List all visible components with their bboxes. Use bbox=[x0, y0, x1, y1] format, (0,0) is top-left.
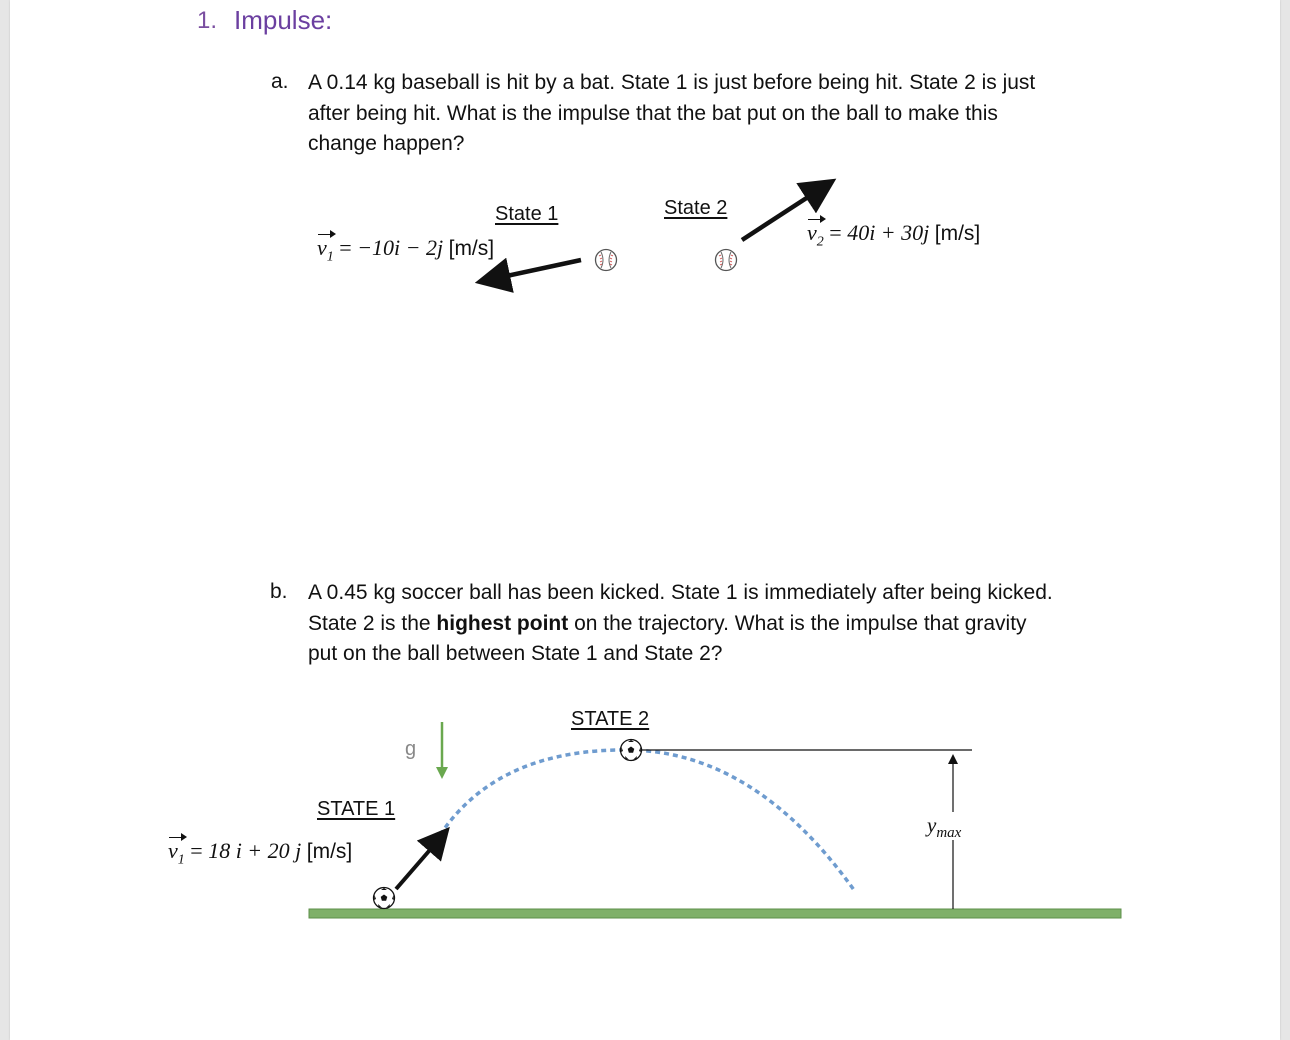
part-b-line-2: State 2 is the highest point on the trajectory. What is the impulse that gravity bbox=[308, 611, 1027, 635]
part-b-line-1: A 0.45 kg soccer ball has been kicked. State 1 is immediately after being kicked. bbox=[308, 581, 1053, 604]
baseball-icon-state2 bbox=[716, 250, 737, 271]
part-a-v1-unit: [m/s] bbox=[448, 237, 495, 260]
part-b-v1-equation: $v_1 = 18$ i + 20 j [m/s] bbox=[168, 838, 353, 868]
part-a-v1-symbol: $v_1$ bbox=[317, 235, 334, 265]
part-a-state1-label: State 1 bbox=[495, 203, 559, 225]
part-a-state2-label: State 2 bbox=[664, 197, 728, 219]
gravity-label: g bbox=[405, 738, 417, 760]
part-a-v1-expr: −10i − 2j bbox=[357, 235, 449, 260]
part-a-v2-unit: [m/s] bbox=[934, 222, 981, 245]
part-a-line-3: change happen? bbox=[308, 132, 465, 155]
part-b-v1-arrow bbox=[396, 836, 442, 889]
part-b-v1-expr: 18 i + 20 j bbox=[208, 838, 307, 863]
part-b-state1-label: STATE 1 bbox=[317, 798, 396, 820]
heading-number: 1. bbox=[197, 7, 218, 34]
soccer-ball-icon-state2 bbox=[621, 740, 642, 761]
part-a-v1-arrow bbox=[488, 260, 581, 280]
part-a-v2-arrow bbox=[742, 186, 825, 240]
part-b-state2-label: STATE 2 bbox=[571, 708, 650, 730]
ground-bar bbox=[309, 909, 1121, 918]
figures-layer bbox=[10, 0, 1280, 1040]
trajectory-curve bbox=[440, 750, 854, 890]
part-a-marker: a. bbox=[271, 70, 289, 93]
heading-title: Impulse: bbox=[234, 5, 333, 35]
highlight-highest-point: highest point bbox=[436, 611, 569, 635]
baseball-icon-state1 bbox=[596, 250, 617, 271]
document-page bbox=[10, 0, 1280, 1040]
part-a-v2-expr: 40i + 30j bbox=[847, 220, 935, 245]
part-b-marker: b. bbox=[270, 580, 288, 603]
part-a-v2-symbol: $v_2$ bbox=[807, 220, 824, 250]
part-b-v1-symbol: $v_1$ bbox=[168, 838, 185, 868]
part-b-v1-unit: [m/s] bbox=[306, 840, 353, 863]
part-b-line-3: put on the ball between State 1 and State 2? bbox=[308, 642, 723, 665]
soccer-ball-icon-state1 bbox=[374, 888, 395, 909]
ymax-label: $y_{max}$ bbox=[927, 813, 962, 842]
part-a-line-2: after being hit. What is the impulse that the bat put on the ball to make this bbox=[308, 101, 998, 125]
part-a-v2-equation: $v_2 = 40i + 30j$ [m/s] bbox=[807, 220, 981, 250]
part-a-line-1: A 0.14 kg baseball is hit by a bat. State 1 is just before being hit. State 2 is just bbox=[308, 71, 1036, 94]
part-a-v1-equation: $v_1 = -10i - 2j$ [m/s] bbox=[317, 235, 495, 265]
